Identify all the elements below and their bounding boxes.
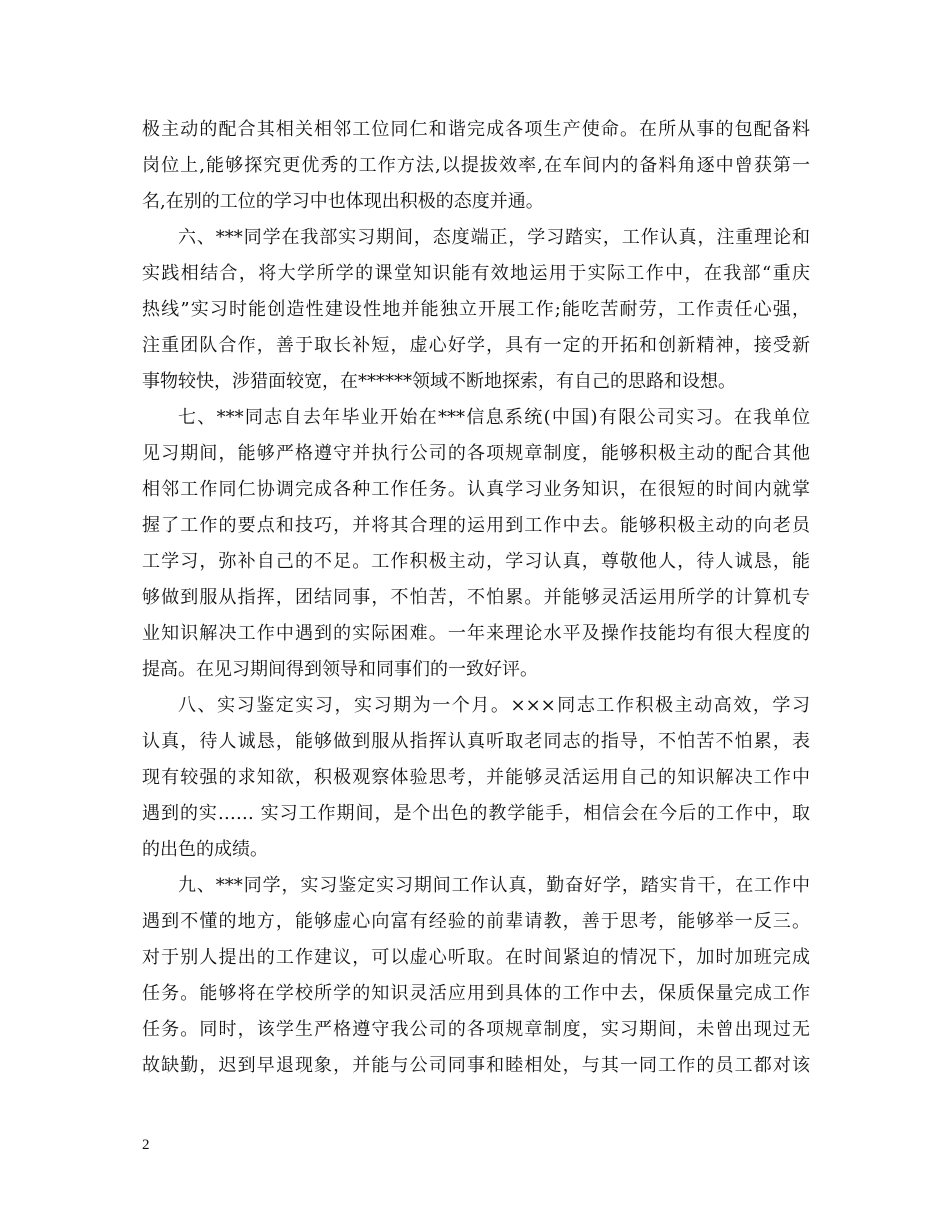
text-line: 的出色的成绩。 [142,839,268,860]
text-line: 热线”实习时能创造性建设性地并能独立开展工作;能吃苦耐劳，工作责任心强， [142,299,810,320]
text-line: 八、实习鉴定实习，实习期为一个月。×××同志工作积极主动高效，学习 [178,695,810,716]
text-line: 对于别人提出的工作建议，可以虚心听取。在时间紧迫的情况下，加时加班完成 [142,947,810,968]
paragraph-six [142,220,810,400]
text-line: 遇到不懂的地方，能够虚心向富有经验的前辈请教，善于思考，能够举一反三。 [142,911,810,932]
paragraph-continued [142,112,810,220]
text-line: 现有较强的求知欲，积极观察体验思考，并能够灵活运用自己的知识解决工作中 [142,767,810,788]
text-line: 相邻工作同仁协调完成各种工作任务。认真学习业务知识，在很短的时间内就掌 [142,479,810,500]
text-line: 握了工作的要点和技巧，并将其合理的运用到工作中去。能够积极主动的向老员 [142,515,810,536]
text-line: 注重团队合作，善于取长补短，虚心好学，具有一定的开拓和创新精神，接受新 [142,335,810,356]
page-number: 2 [142,1137,150,1153]
text-line: 九、***同学，实习鉴定实习期间工作认真，勤奋好学，踏实肯干，在工作中 [178,875,810,896]
text-line: 任务。同时，该学生严格遵守我公司的各项规章制度，实习期间，未曾出现过无 [142,1019,810,1040]
text-line: 七、***同志自去年毕业开始在***信息系统(中国)有限公司实习。在我单位 [178,407,810,428]
text-line: 遇到的实…… 实习工作期间，是个出色的教学能手，相信会在今后的工作中，取 [142,803,810,824]
document-body [142,112,810,1084]
text-line: 够做到服从指挥，团结同事，不怕苦，不怕累。并能够灵活运用所学的计算机专 [142,587,810,608]
text-line: 业知识解决工作中遇到的实际困难。一年来理论水平及操作技能均有很大程度的 [142,623,810,644]
text-line: 提高。在见习期间得到领导和同事们的一致好评。 [142,659,538,680]
text-line: 名,在别的工位的学习中也体现出积极的态度并通。 [142,191,544,212]
text-line: 故缺勤，迟到早退现象，并能与公司同事和睦相处，与其一同工作的员工都对该 [142,1055,810,1076]
text-line: 工学习，弥补自己的不足。工作积极主动，学习认真，尊敬他人，待人诚恳，能 [142,551,810,572]
text-line: 岗位上,能够探究更优秀的工作方法,以提拔效率,在车间内的备料角逐中曾获第一 [142,155,810,176]
paragraph-nine [142,868,810,1084]
paragraph-seven [142,400,810,688]
text-line: 极主动的配合其相关相邻工位同仁和谐完成各项生产使命。在所从事的包配备料 [142,119,810,140]
text-line: 事物较快，涉猎面较宽，在******领域不断地探索，有自己的思路和设想。 [142,371,736,392]
text-line: 见习期间，能够严格遵守并执行公司的各项规章制度，能够积极主动的配合其他 [142,443,810,464]
text-line: 认真，待人诚恳，能够做到服从指挥认真听取老同志的指导，不怕苦不怕累，表 [142,731,810,752]
text-line: 六、***同学在我部实习期间，态度端正，学习踏实，工作认真，注重理论和 [178,227,810,248]
paragraph-eight [142,688,810,868]
text-line: 实践相结合，将大学所学的课堂知识能有效地运用于实际工作中，在我部“重庆 [142,263,810,284]
text-line: 任务。能够将在学校所学的知识灵活应用到具体的工作中去，保质保量完成工作 [142,983,810,1004]
